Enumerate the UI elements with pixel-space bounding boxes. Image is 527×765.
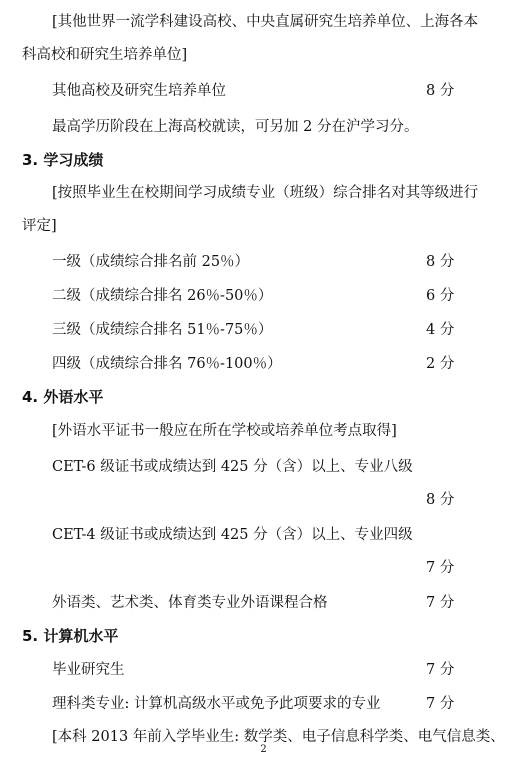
grade-level-4: 四级（成绩综合排名 76％-100％） <box>52 356 282 372</box>
item-science-majors: 理科类专业: 计算机高级水平或免予此项要求的专业 <box>52 696 381 712</box>
grade-level-4-score: 2 分 <box>426 356 455 372</box>
item-cet6-score: 8 分 <box>426 492 455 508</box>
grade-level-2-score: 6 分 <box>426 288 455 304</box>
item-other-universities-score: 8 分 <box>426 83 455 99</box>
item-cet6: CET-6 级证书或成绩达到 425 分（含）以上、专业八级 <box>52 459 413 475</box>
grade-level-3: 三级（成绩综合排名 51％-75％） <box>52 322 273 338</box>
section-heading-academic-performance: 3. 学习成绩 <box>22 151 104 169</box>
section-heading-computer-skills: 5. 计算机水平 <box>22 627 119 645</box>
bracket-note-line-1: [其他世界一流学科建设高校、中央直属研究生培养单位、上海各本 <box>52 14 479 30</box>
item-graduate-students-score: 7 分 <box>426 662 455 678</box>
grading-note-line-2: 评定] <box>22 218 57 234</box>
item-cet4-score: 7 分 <box>426 560 455 576</box>
bracket-note-line-2: 科高校和研究生培养单位] <box>22 47 188 63</box>
grading-note-line-1: [按照毕业生在校期间学习成绩专业（班级）综合排名对其等级进行 <box>52 185 479 201</box>
grade-level-1: 一级（成绩综合排名前 25％） <box>52 254 250 270</box>
grade-level-3-score: 4 分 <box>426 322 455 338</box>
page-number: 2 <box>260 744 267 755</box>
item-science-majors-score: 7 分 <box>426 696 455 712</box>
grade-level-2: 二级（成绩综合排名 26％-50％） <box>52 288 273 304</box>
item-graduate-students: 毕业研究生 <box>52 662 125 678</box>
item-language-course: 外语类、艺术类、体育类专业外语课程合格 <box>52 595 328 611</box>
grade-level-1-score: 8 分 <box>426 254 455 270</box>
section-heading-foreign-language: 4. 外语水平 <box>22 388 104 406</box>
shanghai-bonus-note: 最高学历阶段在上海高校就读，可另加 2 分在沪学习分。 <box>52 119 419 135</box>
item-cet4: CET-4 级证书或成绩达到 425 分（含）以上、专业四级 <box>52 527 413 543</box>
item-other-universities: 其他高校及研究生培养单位 <box>52 83 226 99</box>
item-language-course-score: 7 分 <box>426 595 455 611</box>
pre-2013-note: [本科 2013 年前入学毕业生: 数学类、电子信息科学类、电气信息类、 <box>52 729 505 745</box>
language-certificate-note: [外语水平证书一般应在所在学校或培养单位考点取得] <box>52 423 397 439</box>
